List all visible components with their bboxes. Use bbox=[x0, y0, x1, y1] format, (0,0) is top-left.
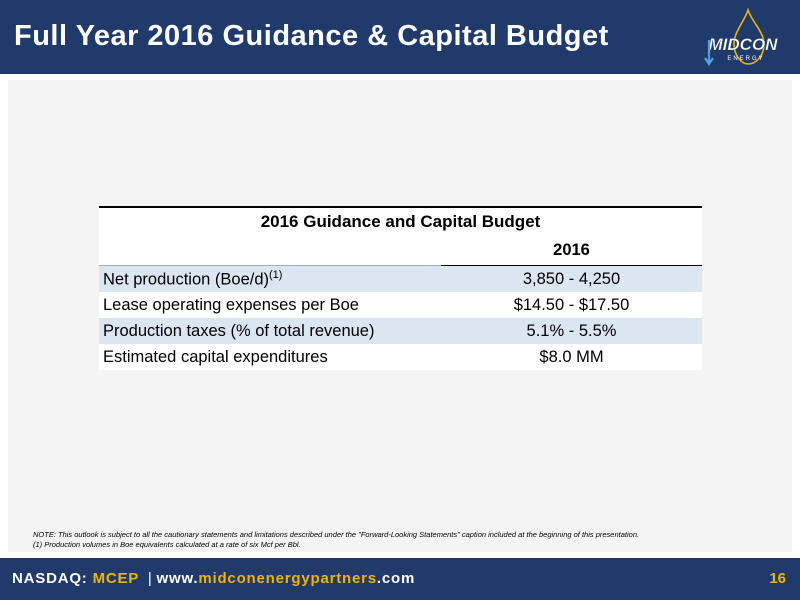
footnote-marker: (1) bbox=[269, 268, 283, 281]
logo-wordmark: MIDCON bbox=[708, 35, 778, 54]
table-row bbox=[99, 292, 702, 318]
row-label: Production taxes (% of total revenue) bbox=[99, 318, 441, 344]
table-header-blank bbox=[99, 236, 441, 266]
table-row bbox=[99, 344, 702, 370]
slide-header bbox=[0, 0, 800, 74]
table-year-header: 2016 bbox=[441, 236, 702, 266]
table-title: 2016 Guidance and Capital Budget bbox=[99, 207, 702, 236]
logo-subtext: ENERGY bbox=[727, 56, 765, 62]
table-row bbox=[99, 266, 702, 293]
disclaimer-note: NOTE: This outlook is subject to all the cautionary statements and limitations described under the "Forward-Looking Statements" caption included at the beginning of this presentation. bbox=[33, 530, 640, 539]
row-value: 3,850 - 4,250 bbox=[441, 266, 702, 293]
row-label: Net production $(Boe/d)^{(1)}$ bbox=[99, 266, 441, 293]
footnotes bbox=[33, 530, 783, 550]
midcon-logo bbox=[700, 6, 786, 70]
row-value: $14.50 - $17.50 bbox=[441, 292, 702, 318]
slide-title: Full Year 2016 Guidance & Capital Budget bbox=[14, 20, 609, 52]
website-link[interactable]: www.midconenergypartners.com bbox=[156, 570, 416, 587]
table-row bbox=[99, 318, 702, 344]
row-value: 5.1% - 5.5% bbox=[441, 318, 702, 344]
page-number: 16 bbox=[769, 570, 786, 587]
row-value: $8.0 MM bbox=[441, 344, 702, 370]
footer-divider: | bbox=[147, 570, 153, 587]
slide-footer bbox=[0, 558, 800, 600]
row-label: Estimated capital expenditures bbox=[99, 344, 441, 370]
guidance-table bbox=[99, 206, 702, 370]
row-label: Lease operating expenses per Boe bbox=[99, 292, 441, 318]
footnote-1: (1) Production volumes in Boe equivalents calculated at a rate of six Mcf per Bbl. bbox=[33, 540, 301, 549]
nasdaq-label: NASDAQ: bbox=[12, 570, 88, 587]
ticker-symbol: MCEP bbox=[92, 570, 139, 587]
footer-text bbox=[12, 570, 415, 587]
